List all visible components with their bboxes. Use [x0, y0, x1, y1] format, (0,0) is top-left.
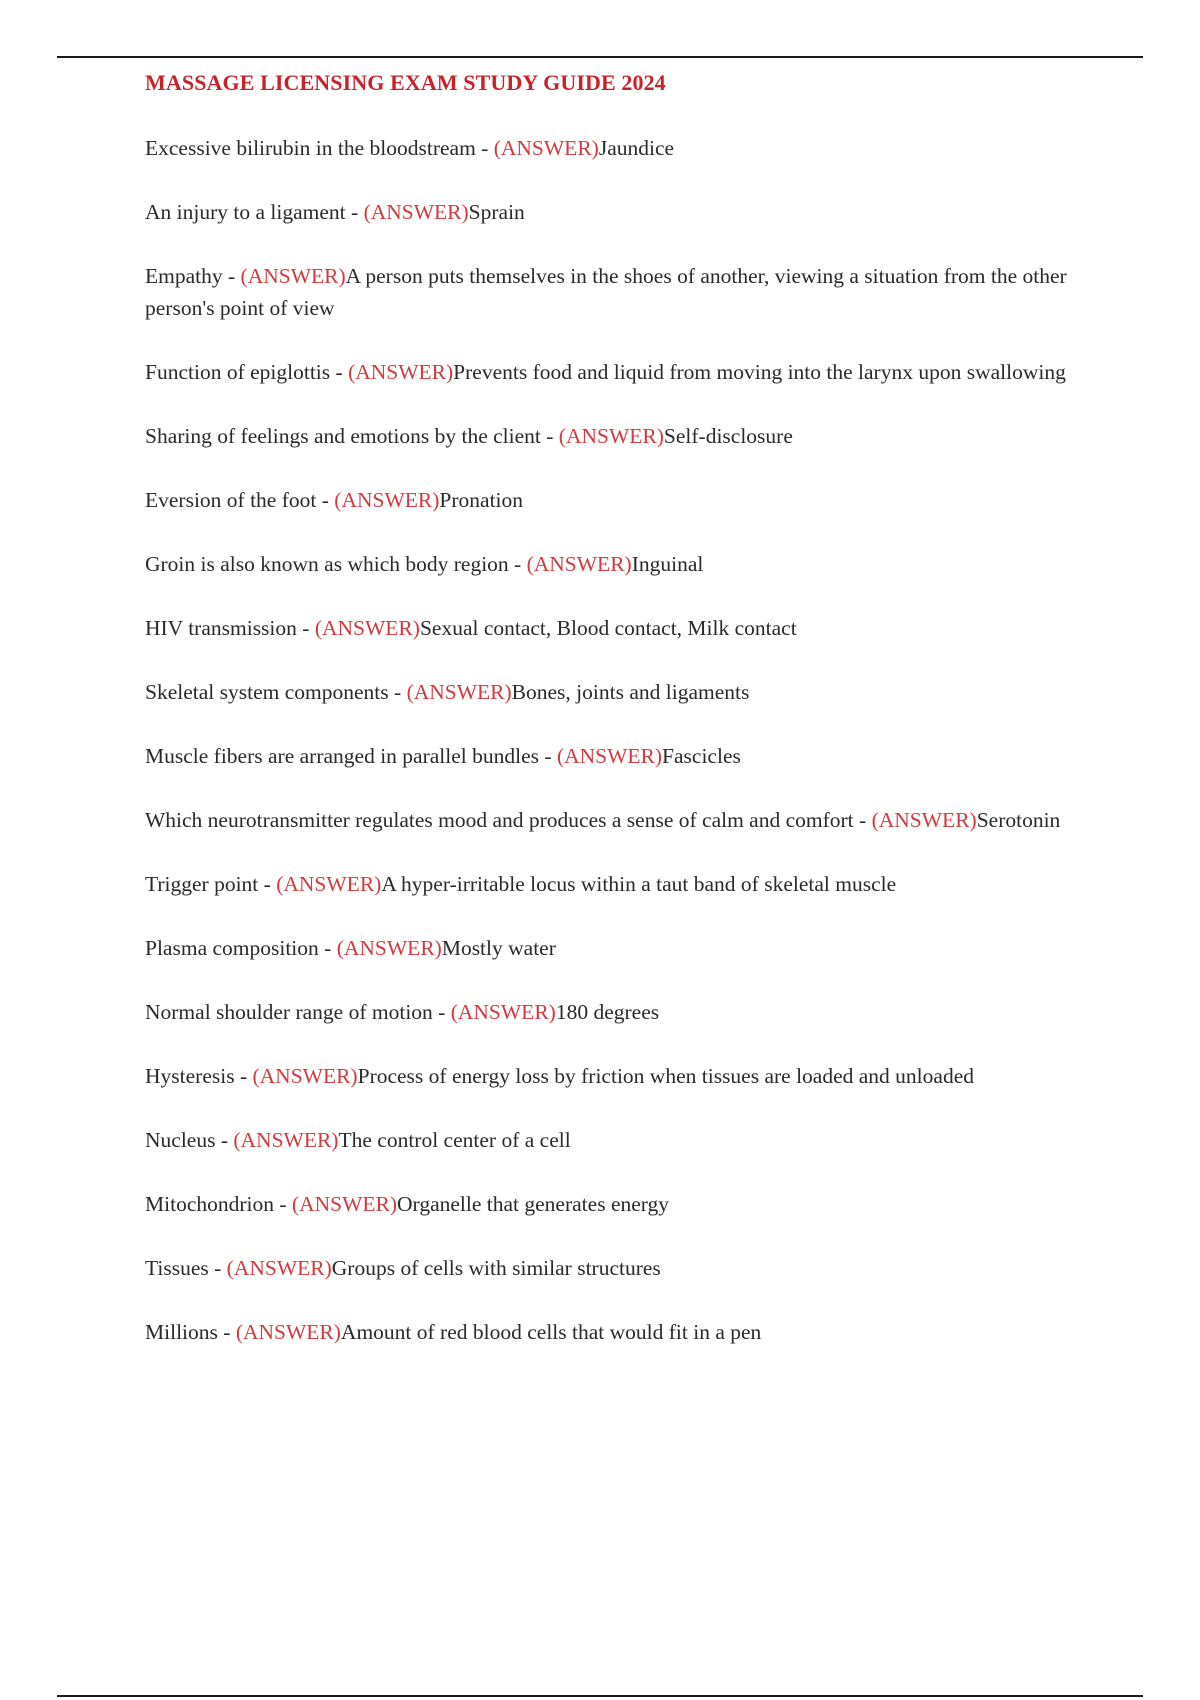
- study-guide-content: [145, 70, 1085, 1380]
- answer-label: (ANSWER): [240, 264, 346, 288]
- separator: -: [432, 1000, 451, 1024]
- answer-text: Organelle that generates energy: [397, 1192, 670, 1216]
- question-text: An injury to a ligament: [145, 200, 346, 224]
- qa-item: [145, 1252, 1085, 1284]
- answer-label: (ANSWER): [291, 1192, 398, 1216]
- answer-text: A hyper-irritable locus within a taut band of skeletal muscle: [381, 872, 897, 896]
- qa-item: [145, 804, 1085, 836]
- qa-item: [145, 260, 1085, 324]
- answer-label: (ANSWER): [336, 936, 442, 960]
- answer-text: A person puts themselves in the shoes of another, viewing a situation from the other person's point of view: [145, 264, 1067, 320]
- qa-item: [145, 1188, 1085, 1220]
- separator: -: [296, 616, 315, 640]
- answer-label: (ANSWER): [558, 424, 664, 448]
- question-text: Excessive bilirubin in the bloodstream: [145, 136, 476, 160]
- qa-item: [145, 484, 1085, 516]
- answer-label: (ANSWER): [363, 200, 469, 224]
- question-text: Sharing of feelings and emotions by the client: [145, 424, 541, 448]
- answer-text: Sprain: [468, 200, 525, 224]
- separator: -: [475, 136, 494, 160]
- answer-text: Groups of cells with similar structures: [331, 1256, 661, 1280]
- question-text: Nucleus: [145, 1128, 216, 1152]
- answer-text: The control center of a cell: [338, 1128, 571, 1152]
- qa-item: [145, 676, 1085, 708]
- top-rule: [57, 56, 1143, 58]
- qa-item: [145, 1124, 1085, 1156]
- answer-text: Self-disclosure: [663, 424, 793, 448]
- answer-text: Pronation: [439, 488, 524, 512]
- question-text: Groin is also known as which body region: [145, 552, 509, 576]
- question-text: Tissues: [145, 1256, 209, 1280]
- answer-label: (ANSWER): [871, 808, 977, 832]
- answer-label: (ANSWER): [493, 136, 599, 160]
- answer-label: (ANSWER): [314, 616, 420, 640]
- separator: -: [508, 552, 527, 576]
- question-text: HIV transmission: [145, 616, 297, 640]
- answer-label: (ANSWER): [276, 872, 382, 896]
- separator: -: [234, 1064, 253, 1088]
- answer-text: Amount of red blood cells that would fit in a pen: [340, 1320, 762, 1344]
- answer-text: Process of energy loss by friction when tissues are loaded and unloaded: [357, 1064, 974, 1088]
- question-text: Normal shoulder range of motion: [145, 1000, 433, 1024]
- separator: -: [318, 936, 337, 960]
- answer-label: (ANSWER): [252, 1064, 358, 1088]
- question-text: Mitochondrion: [145, 1192, 274, 1216]
- question-text: Hysteresis: [145, 1064, 235, 1088]
- answer-label: (ANSWER): [233, 1128, 339, 1152]
- separator: -: [258, 872, 277, 896]
- answer-text: Inguinal: [631, 552, 704, 576]
- answer-text: Mostly water: [441, 936, 556, 960]
- answer-label: (ANSWER): [235, 1320, 341, 1344]
- separator: -: [345, 200, 364, 224]
- separator: -: [539, 744, 557, 768]
- qa-item: [145, 196, 1085, 228]
- separator: -: [540, 424, 559, 448]
- qa-item: [145, 132, 1085, 164]
- question-text: Which neurotransmitter regulates mood and produces a sense of calm and comfort: [145, 808, 854, 832]
- answer-text: Sexual contact, Blood contact, Milk contact: [419, 616, 797, 640]
- answer-text: Fascicles: [662, 744, 741, 768]
- separator: -: [388, 680, 407, 704]
- answer-text: Bones, joints and ligaments: [511, 680, 750, 704]
- question-text: Trigger point: [145, 872, 259, 896]
- separator: -: [208, 1256, 227, 1280]
- question-text: Function of epiglottis: [145, 360, 331, 384]
- qa-item: [145, 932, 1085, 964]
- answer-text: 180 degrees: [555, 1000, 660, 1024]
- qa-item: [145, 1060, 1085, 1092]
- qa-item: [145, 548, 1085, 580]
- question-text: Muscle fibers are arranged in parallel bundles: [145, 744, 540, 768]
- qa-list: [145, 132, 1085, 1348]
- answer-text: Prevents food and liquid from moving into the larynx upon swallowing: [453, 360, 1066, 384]
- question-text: Empathy: [145, 264, 223, 288]
- answer-label: (ANSWER): [556, 744, 663, 768]
- question-text: Millions: [145, 1320, 218, 1344]
- answer-label: (ANSWER): [226, 1256, 332, 1280]
- answer-label: (ANSWER): [450, 1000, 556, 1024]
- separator: -: [316, 488, 335, 512]
- question-text: Eversion of the foot: [145, 488, 317, 512]
- separator: -: [215, 1128, 234, 1152]
- qa-item: [145, 868, 1085, 900]
- answer-label: (ANSWER): [406, 680, 512, 704]
- qa-item: [145, 1316, 1085, 1348]
- question-text: Plasma composition: [145, 936, 319, 960]
- separator: -: [274, 1192, 292, 1216]
- qa-item: [145, 740, 1085, 772]
- qa-item: [145, 996, 1085, 1028]
- qa-item: [145, 612, 1085, 644]
- answer-label: (ANSWER): [334, 488, 440, 512]
- qa-item: [145, 356, 1085, 388]
- document-title: MASSAGE LICENSING EXAM STUDY GUIDE 2024: [145, 70, 666, 95]
- answer-label: (ANSWER): [526, 552, 632, 576]
- question-text: Skeletal system components: [145, 680, 389, 704]
- qa-item: [145, 420, 1085, 452]
- bottom-rule: [57, 1695, 1143, 1697]
- separator: -: [853, 808, 872, 832]
- separator: -: [330, 360, 349, 384]
- answer-text: Serotonin: [976, 808, 1061, 832]
- separator: -: [217, 1320, 236, 1344]
- answer-label: (ANSWER): [348, 360, 454, 384]
- answer-text: Jaundice: [598, 136, 675, 160]
- separator: -: [222, 264, 241, 288]
